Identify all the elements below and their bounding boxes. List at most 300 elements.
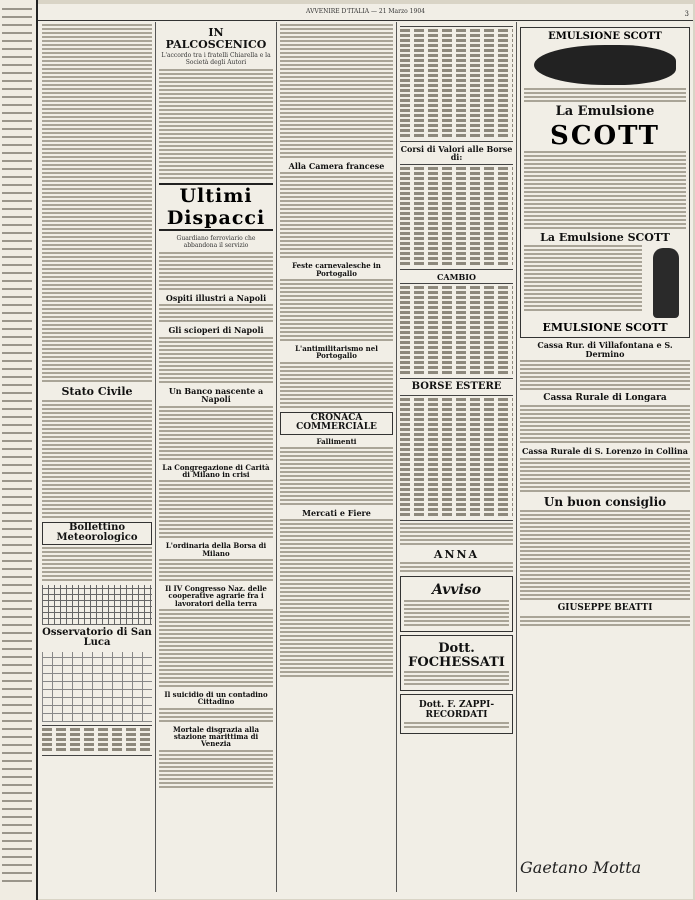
text-line	[280, 647, 393, 649]
text-line	[2, 288, 32, 290]
table-row	[400, 346, 513, 349]
text-line	[42, 92, 152, 94]
text-line	[280, 659, 393, 661]
text-line	[2, 200, 32, 202]
text-line	[42, 204, 152, 206]
text-line	[159, 272, 273, 274]
text-line	[42, 236, 152, 238]
text-line	[524, 293, 642, 295]
text-line	[2, 400, 32, 402]
text-line	[159, 161, 273, 163]
text-line	[2, 160, 32, 162]
text-line	[2, 600, 32, 602]
text-line	[2, 344, 32, 346]
text-line	[2, 632, 32, 634]
text-line	[159, 516, 273, 518]
text-line	[404, 722, 509, 724]
text-line	[520, 574, 690, 576]
text-line	[159, 101, 273, 103]
text-line	[42, 124, 152, 126]
text-line	[42, 579, 152, 581]
text-line	[159, 137, 273, 139]
text-line	[280, 455, 393, 457]
text-line	[159, 488, 273, 490]
table-row	[400, 453, 513, 456]
text-line	[520, 360, 690, 362]
text-line	[159, 512, 273, 514]
text-line	[280, 319, 393, 321]
text-line	[280, 228, 393, 230]
text-line	[42, 216, 152, 218]
cambio-table	[400, 283, 513, 379]
table-row	[400, 508, 513, 511]
text-line	[2, 256, 32, 258]
text-line	[2, 840, 32, 842]
text-line	[42, 460, 152, 462]
table-row	[400, 34, 513, 37]
text-line	[2, 624, 32, 626]
text-line	[2, 520, 32, 522]
borsa-milano-heading: L'ordinaria della Borsa di Milano	[165, 541, 267, 558]
text-line	[520, 441, 690, 443]
text-line	[159, 754, 273, 756]
text-line	[520, 546, 690, 548]
text-line	[2, 408, 32, 410]
text-line	[280, 587, 393, 589]
text-line	[42, 140, 152, 142]
text-line	[42, 424, 152, 426]
text-line	[42, 76, 152, 78]
text-line	[42, 348, 152, 350]
text-line	[42, 488, 152, 490]
text-line	[42, 428, 152, 430]
text-line	[520, 368, 690, 370]
text-line	[2, 712, 32, 714]
text-line	[159, 308, 273, 310]
text-line	[42, 148, 152, 150]
text-line	[2, 832, 32, 834]
text-line	[42, 144, 152, 146]
text-line	[42, 472, 152, 474]
text-line	[42, 464, 152, 466]
text-line	[520, 514, 690, 516]
text-line	[524, 199, 686, 201]
text-line	[280, 483, 393, 485]
text-line	[280, 323, 393, 325]
text-line	[159, 563, 273, 565]
table-row	[400, 29, 513, 32]
text-line	[159, 567, 273, 569]
text-line	[400, 523, 513, 525]
table-row	[400, 217, 513, 220]
text-line	[42, 404, 152, 406]
table-row	[400, 448, 513, 451]
text-line	[2, 816, 32, 818]
text-line	[2, 696, 32, 698]
table-row	[400, 366, 513, 369]
table-row	[400, 59, 513, 62]
text-line	[42, 52, 152, 54]
table-row	[400, 331, 513, 334]
text-line	[159, 750, 273, 752]
text-line	[404, 612, 509, 614]
text-line	[2, 728, 32, 730]
text-line	[42, 152, 152, 154]
text-line	[524, 249, 642, 251]
bollettino-text	[42, 547, 152, 581]
text-line	[42, 24, 152, 26]
text-line	[280, 307, 393, 309]
text-line	[524, 171, 686, 173]
text-line	[42, 48, 152, 50]
text-line	[159, 149, 273, 151]
text-line	[42, 567, 152, 569]
text-line	[280, 378, 393, 380]
text-line	[280, 56, 393, 58]
table-row	[400, 212, 513, 215]
text-line	[524, 253, 642, 255]
text-line	[280, 643, 393, 645]
article-text-block	[280, 362, 393, 408]
text-line	[42, 300, 152, 302]
text-line	[159, 774, 273, 776]
text-line	[159, 316, 273, 318]
text-line	[280, 382, 393, 384]
text-line	[159, 661, 273, 663]
text-line	[42, 308, 152, 310]
text-line	[159, 621, 273, 623]
text-line	[42, 504, 152, 506]
text-line	[280, 72, 393, 74]
anna-heading: ANNA	[433, 547, 480, 561]
text-line	[2, 536, 32, 538]
text-line	[159, 657, 273, 659]
beatti-heading: GIUSEPPE BEATTI	[557, 603, 653, 614]
article-text-block	[280, 447, 393, 505]
text-line	[2, 40, 32, 42]
text-line	[520, 562, 690, 564]
text-line	[159, 141, 273, 143]
text-line	[42, 344, 152, 346]
scott-ad	[520, 27, 690, 338]
text-line	[159, 613, 273, 615]
text-line	[159, 609, 273, 611]
table-row	[400, 351, 513, 354]
text-line	[2, 328, 32, 330]
text-line	[42, 484, 152, 486]
text-line	[42, 292, 152, 294]
table-row	[400, 232, 513, 235]
text-line	[524, 277, 642, 279]
text-line	[280, 128, 393, 130]
text-line	[524, 257, 642, 259]
text-line	[159, 450, 273, 452]
text-line	[280, 148, 393, 150]
text-line	[159, 716, 273, 718]
table-row	[400, 408, 513, 411]
text-line	[42, 116, 152, 118]
text-line	[280, 390, 393, 392]
text-line	[280, 64, 393, 66]
text-line	[42, 240, 152, 242]
text-line	[520, 578, 690, 580]
text-line	[280, 108, 393, 110]
table-row	[400, 296, 513, 299]
text-line	[2, 496, 32, 498]
text-line	[520, 388, 690, 390]
emulsione-top-heading: EMULSIONE SCOTT	[548, 31, 662, 42]
text-line	[159, 766, 273, 768]
text-line	[400, 562, 513, 564]
text-line	[524, 203, 686, 205]
text-line	[159, 276, 273, 278]
ospiti-heading: Ospiti illustri a Napoli	[165, 293, 267, 304]
table-row	[400, 257, 513, 260]
text-line	[520, 405, 690, 407]
text-line	[2, 432, 32, 434]
table-row	[400, 227, 513, 230]
text-line	[42, 456, 152, 458]
article-text-block	[280, 24, 393, 158]
text-line	[159, 268, 273, 270]
page-number: 3	[684, 10, 689, 18]
table-row	[400, 356, 513, 359]
text-line	[280, 519, 393, 521]
text-line	[520, 372, 690, 374]
text-line	[42, 176, 152, 178]
table-row	[400, 44, 513, 47]
text-line	[280, 88, 393, 90]
text-line	[159, 381, 273, 383]
camera-heading: Alla Camera francese	[288, 161, 385, 171]
text-line	[42, 336, 152, 338]
fochessati-ad	[400, 635, 513, 691]
table-row	[42, 738, 152, 741]
text-line	[280, 303, 393, 305]
text-line	[280, 224, 393, 226]
corsi-table	[400, 164, 513, 270]
avviso-heading: Avviso	[431, 582, 482, 599]
text-line	[280, 599, 393, 601]
text-line	[159, 337, 273, 339]
text-line	[524, 191, 686, 193]
text-line	[159, 418, 273, 420]
text-line	[2, 104, 32, 106]
text-line	[2, 656, 32, 658]
text-line	[42, 100, 152, 102]
text-line	[2, 608, 32, 610]
palcoscenico-subheading: L'accordo tra i fratelli Chiarella e la Società degli Autori	[161, 52, 271, 67]
text-line	[42, 108, 152, 110]
text-line	[42, 356, 152, 358]
article-text-block	[159, 337, 273, 383]
text-line	[42, 360, 152, 362]
text-line	[2, 552, 32, 554]
text-line	[2, 184, 32, 186]
text-line	[159, 559, 273, 561]
text-line	[159, 85, 273, 87]
text-line	[520, 534, 690, 536]
text-line	[159, 762, 273, 764]
text-line	[2, 128, 32, 130]
text-line	[524, 305, 642, 307]
table-row	[400, 463, 513, 466]
text-line	[280, 623, 393, 625]
text-line	[280, 96, 393, 98]
text-line	[280, 299, 393, 301]
text-line	[280, 595, 393, 597]
text-line	[524, 309, 642, 311]
text-line	[280, 366, 393, 368]
table-row	[400, 129, 513, 132]
text-line	[42, 228, 152, 230]
text-line	[2, 592, 32, 594]
text-line	[280, 283, 393, 285]
text-line	[2, 688, 32, 690]
text-line	[280, 635, 393, 637]
text-line	[280, 132, 393, 134]
zappi-heading: Dott. F. ZAPPI-RECORDATI	[418, 700, 495, 720]
text-line	[159, 673, 273, 675]
text-line	[159, 153, 273, 155]
text-line	[520, 466, 690, 468]
palcoscenico-heading: IN PALCOSCENICO	[165, 26, 267, 51]
text-line	[159, 758, 273, 760]
text-line	[2, 848, 32, 850]
text-line	[2, 416, 32, 418]
text-line	[2, 616, 32, 618]
text-line	[42, 244, 152, 246]
text-line	[280, 615, 393, 617]
text-line	[2, 392, 32, 394]
text-line	[159, 720, 273, 722]
text-line	[159, 304, 273, 306]
text-line	[42, 188, 152, 190]
text-line	[42, 551, 152, 553]
text-line	[42, 112, 152, 114]
text-line	[159, 778, 273, 780]
text-line	[42, 28, 152, 30]
text-line	[42, 272, 152, 274]
text-line	[280, 244, 393, 246]
table-row	[42, 743, 152, 746]
article-text-block	[520, 510, 690, 600]
text-line	[2, 32, 32, 34]
text-line	[42, 200, 152, 202]
text-line	[520, 582, 690, 584]
text-line	[280, 311, 393, 313]
table-row	[400, 403, 513, 406]
text-line	[42, 284, 152, 286]
scott-heading: SCOTT	[550, 120, 660, 151]
banco-heading: Un Banco nascente a Napoli	[168, 385, 264, 405]
text-line	[2, 872, 32, 874]
text-line	[404, 604, 509, 606]
text-line	[159, 256, 273, 258]
text-line	[159, 93, 273, 95]
text-line	[280, 188, 393, 190]
article-text-block	[159, 406, 273, 460]
article-text-block	[159, 69, 273, 179]
column-4	[400, 24, 513, 894]
text-line	[159, 645, 273, 647]
text-line	[159, 109, 273, 111]
article-text-block	[520, 616, 690, 626]
text-line	[159, 665, 273, 667]
text-line	[280, 607, 393, 609]
text-line	[42, 480, 152, 482]
table-row	[400, 503, 513, 506]
text-line	[159, 284, 273, 286]
article-text-block	[159, 708, 273, 722]
text-line	[42, 316, 152, 318]
text-line	[400, 539, 513, 541]
text-line	[280, 291, 393, 293]
table-row	[400, 64, 513, 67]
column-2	[159, 24, 273, 894]
table-row	[400, 202, 513, 205]
text-line	[42, 224, 152, 226]
text-line	[520, 409, 690, 411]
text-line	[2, 88, 32, 90]
text-line	[42, 164, 152, 166]
text-line	[2, 792, 32, 794]
table-row	[400, 197, 513, 200]
text-line	[524, 265, 642, 267]
text-line	[2, 480, 32, 482]
text-line	[2, 64, 32, 66]
table-row	[400, 398, 513, 401]
article-text-block	[159, 304, 273, 322]
text-line	[2, 640, 32, 642]
table-row	[400, 99, 513, 102]
text-line	[400, 527, 513, 529]
consiglio-heading: Un buon consiglio	[543, 494, 667, 509]
text-line	[159, 496, 273, 498]
text-line	[2, 440, 32, 442]
text-line	[42, 376, 152, 378]
text-line	[2, 744, 32, 746]
text-line	[159, 345, 273, 347]
text-line	[159, 677, 273, 679]
text-line	[2, 424, 32, 426]
text-line	[159, 377, 273, 379]
text-line	[524, 289, 642, 291]
text-line	[159, 280, 273, 282]
text-line	[280, 583, 393, 585]
text-line	[520, 624, 690, 626]
text-line	[2, 568, 32, 570]
text-line	[520, 474, 690, 476]
table-row	[400, 433, 513, 436]
table-row	[400, 172, 513, 175]
table-row	[42, 733, 152, 736]
text-line	[2, 784, 32, 786]
text-line	[280, 236, 393, 238]
text-line	[520, 510, 690, 512]
text-line	[280, 475, 393, 477]
congregazione-heading: La Congregazione di Carità di Milano in crisi	[162, 462, 270, 479]
table-row	[400, 316, 513, 319]
text-line	[280, 362, 393, 364]
text-line	[280, 603, 393, 605]
text-line	[159, 157, 273, 159]
text-line	[42, 559, 152, 561]
text-line	[404, 616, 509, 618]
text-line	[280, 386, 393, 388]
text-line	[280, 144, 393, 146]
table-row	[400, 286, 513, 289]
